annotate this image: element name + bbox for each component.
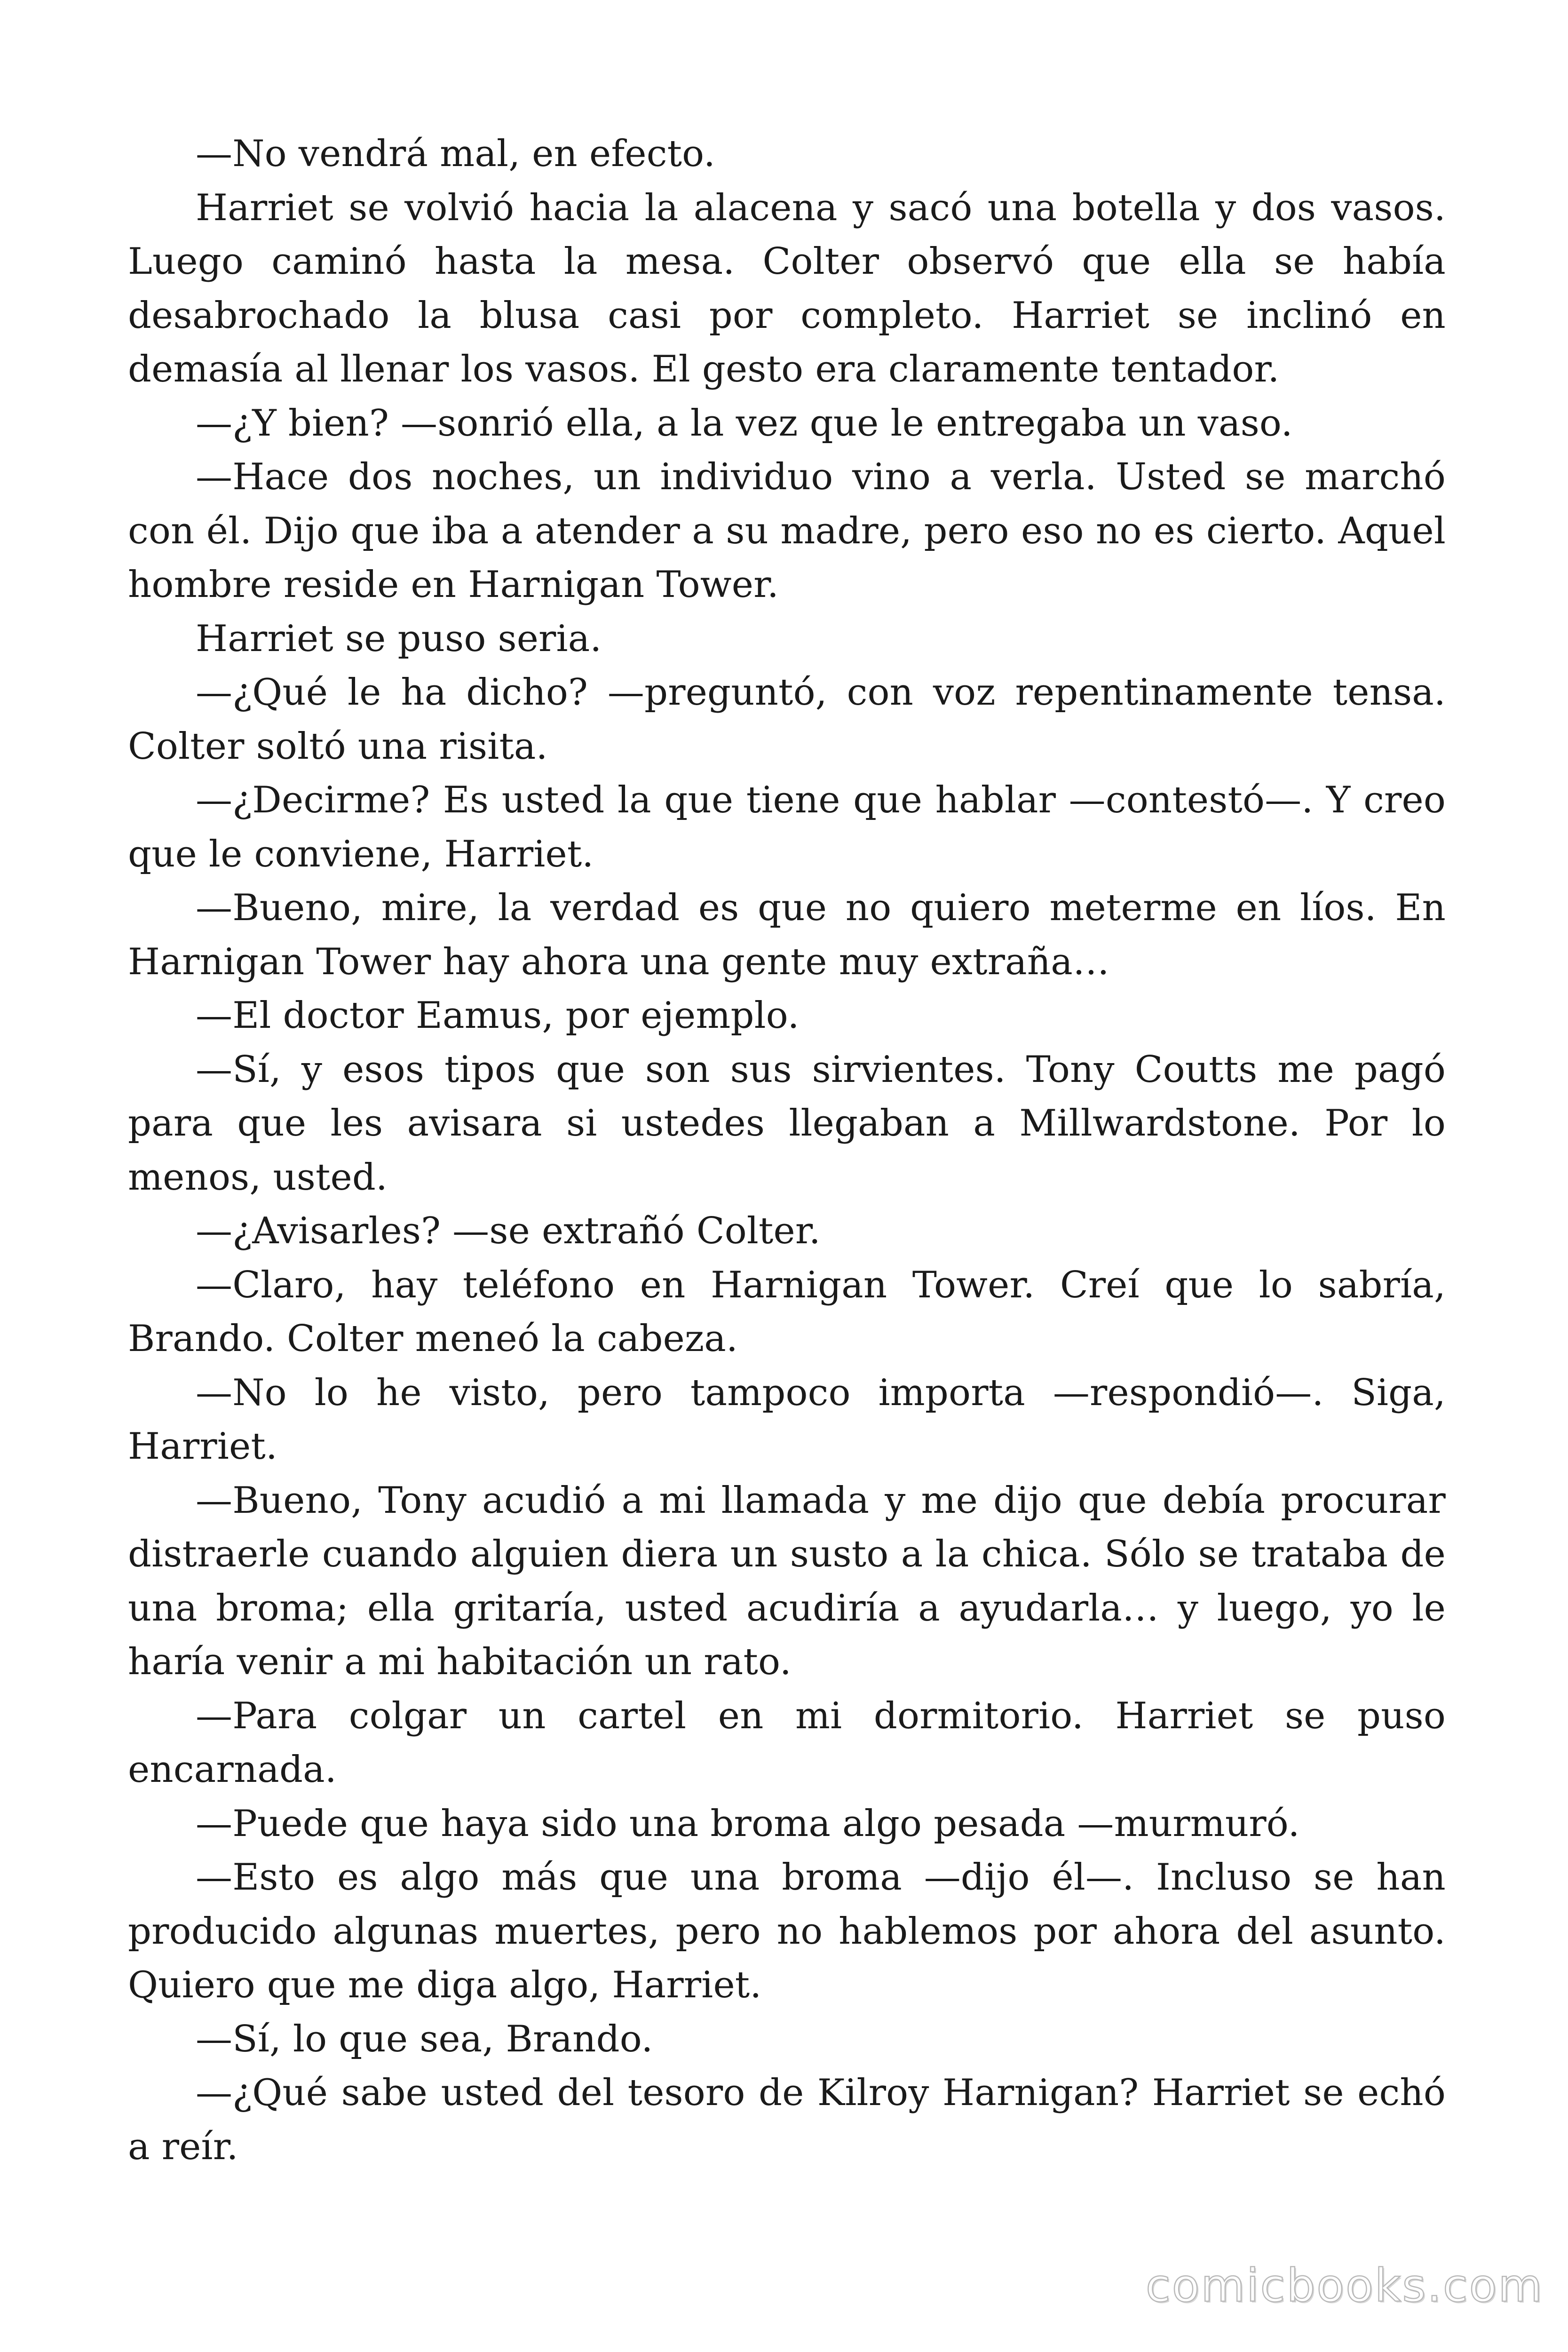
paragraph: —¿Qué sabe usted del tesoro de Kilroy Harnigan? Harriet se echó a reír.	[128, 2072, 1446, 2168]
paragraph: —Sí, y esos tipos que son sus sirvientes. Tony Coutts me pagó para que les avisara si ustedes llegaban a Millwardstone. Por lo menos, usted.	[128, 1048, 1446, 1199]
paragraph: —El doctor Eamus, por ejemplo.	[196, 994, 800, 1037]
paragraph: —Para colgar un cartel en mi dormitorio. Harriet se puso encarnada.	[128, 1694, 1446, 1791]
watermark-text: comicbooks.com	[1145, 2259, 1544, 2312]
paragraph: —No lo he visto, pero tampoco importa —respondió—. Siga, Harriet.	[128, 1371, 1446, 1468]
paragraph: —Bueno, mire, la verdad es que no quiero meterme en líos. En Harnigan Tower hay ahora una gente muy extraña…	[128, 887, 1446, 983]
paragraph: —Esto es algo más que una broma —dijo él—. Incluso se han producido algunas muertes, pero no hablemos por ahora del asunto. Quiero que me diga algo, Harriet.	[128, 1856, 1446, 2006]
page-body-text	[128, 127, 1446, 2174]
paragraph: —Sí, lo que sea, Brando.	[196, 2018, 653, 2060]
paragraph: —Claro, hay teléfono en Harnigan Tower. Creí que lo sabría, Brando. Colter meneó la cabeza.	[128, 1263, 1446, 1360]
paragraph: —Bueno, Tony acudió a mi llamada y me dijo que debía procurar distraerle cuando alguien diera un susto a la chica. Sólo se trataba de una broma; ella gritaría, usted acudiría a ayudarla… y luego, yo le haría venir a mi habitación un rato.	[128, 1479, 1446, 1683]
paragraph: Harriet se volvió hacia la alacena y sacó una botella y dos vasos. Luego caminó hasta la mesa. Colter observó que ella se había desabrochado la blusa casi por completo. Harriet se inclinó en demasía al llenar los vasos. El gesto era claramente tentador.	[128, 186, 1446, 390]
paragraph: —¿Qué le ha dicho? —preguntó, con voz repentinamente tensa. Colter soltó una risita.	[128, 671, 1446, 768]
paragraph: —Hace dos noches, un individuo vino a verla. Usted se marchó con él. Dijo que iba a atender a su madre, pero eso no es cierto. Aquel hombre reside en Harnigan Tower.	[128, 456, 1446, 606]
paragraph: —No vendrá mal, en efecto.	[196, 133, 715, 175]
paragraph: —Puede que haya sido una broma algo pesada —murmuró.	[196, 1802, 1300, 1845]
paragraph: —¿Y bien? —sonrió ella, a la vez que le entregaba un vaso.	[196, 402, 1293, 445]
paragraph: Harriet se puso seria.	[196, 617, 602, 660]
paragraph: —¿Decirme? Es usted la que tiene que hablar —contestó—. Y creo que le conviene, Harriet.	[128, 779, 1446, 875]
paragraph: —¿Avisarles? —se extrañó Colter.	[196, 1210, 821, 1252]
